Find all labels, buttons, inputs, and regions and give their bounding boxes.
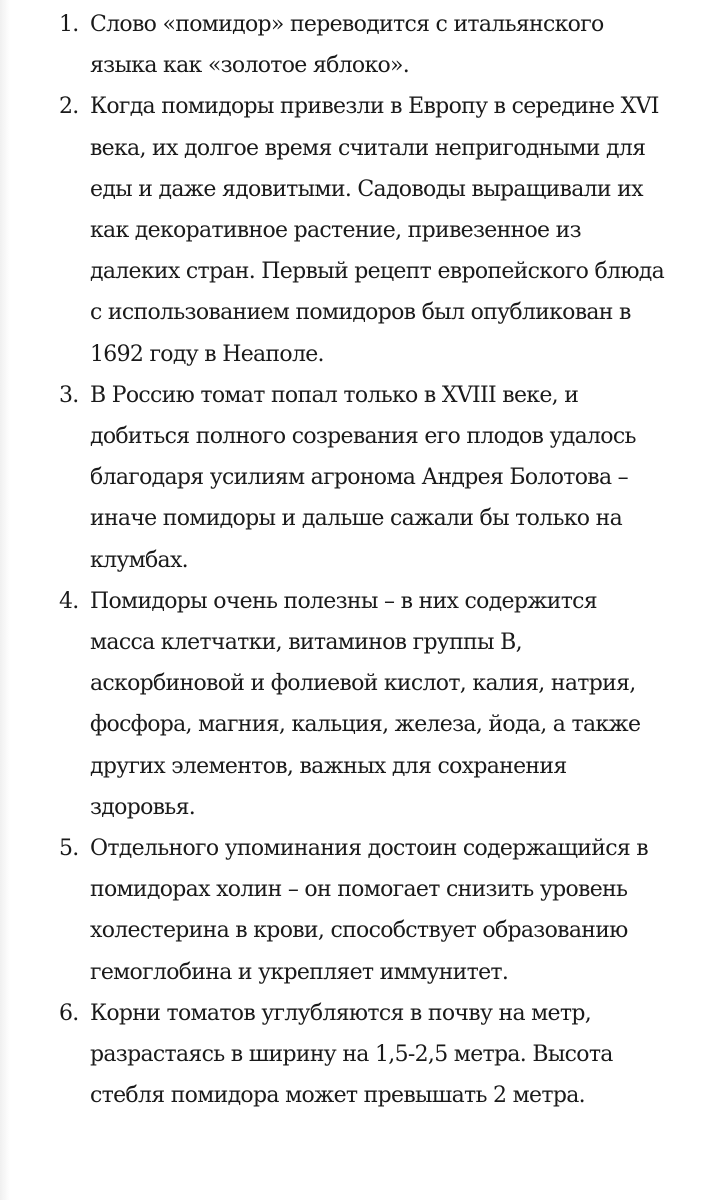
list-item	[0, 86, 721, 374]
list-item	[0, 581, 721, 828]
list-item-number: 4.	[59, 588, 79, 614]
list-item-text: В Россию томат попал только в XVIII веке, и добиться полного созревания его плодов удалось благодаря усилиям агронома Андрея Болотова – иначе помидоры и дальше сажали бы только на клумбах.	[90, 382, 636, 573]
list-item	[0, 375, 721, 581]
list-item-text: Помидоры очень полезны – в них содержится масса клетчатки, витаминов группы В, аскорбиновой и фолиевой кислот, калия, натрия, фосфора, магния, кальция, железа, йода, а также других элементов, важных для сохранения здоровья.	[90, 588, 641, 820]
list-item-text: Отдельного упоминания достоин содержащийся в помидорах холин – он помогает снизить уровень холестерина в крови, способствует образованию гемоглобина и укрепляет иммунитет.	[90, 836, 648, 985]
list-item-text: Когда помидоры привезли в Европу в середине XVI века, их долгое время считали непригодными для еды и даже ядовитыми. Садоводы выращивали их как декоративное растение, привезенное из далеких стран. Первый рецепт европейского блюда с использованием помидоров был опубликован в 1692 году в Неаполе.	[90, 94, 665, 367]
list-item	[0, 993, 721, 1117]
list-item-number: 3.	[59, 382, 79, 408]
list-item-number: 5.	[59, 836, 79, 862]
list-item-number: 1.	[59, 12, 79, 37]
list-item	[0, 4, 721, 86]
list-item-text: Слово «помидор» переводится с итальянского языка как «золотое яблоко».	[90, 12, 604, 79]
list-item-text: Корни томатов углубляются в почву на метр, разрастаясь в ширину на 1,5-2,5 метра. Высота стебля помидора может превышать 2 метра.	[90, 1000, 613, 1109]
facts-list	[0, 4, 721, 1116]
list-item	[0, 828, 721, 993]
list-item-number: 6.	[59, 1000, 79, 1026]
list-item-number: 2.	[59, 94, 79, 120]
